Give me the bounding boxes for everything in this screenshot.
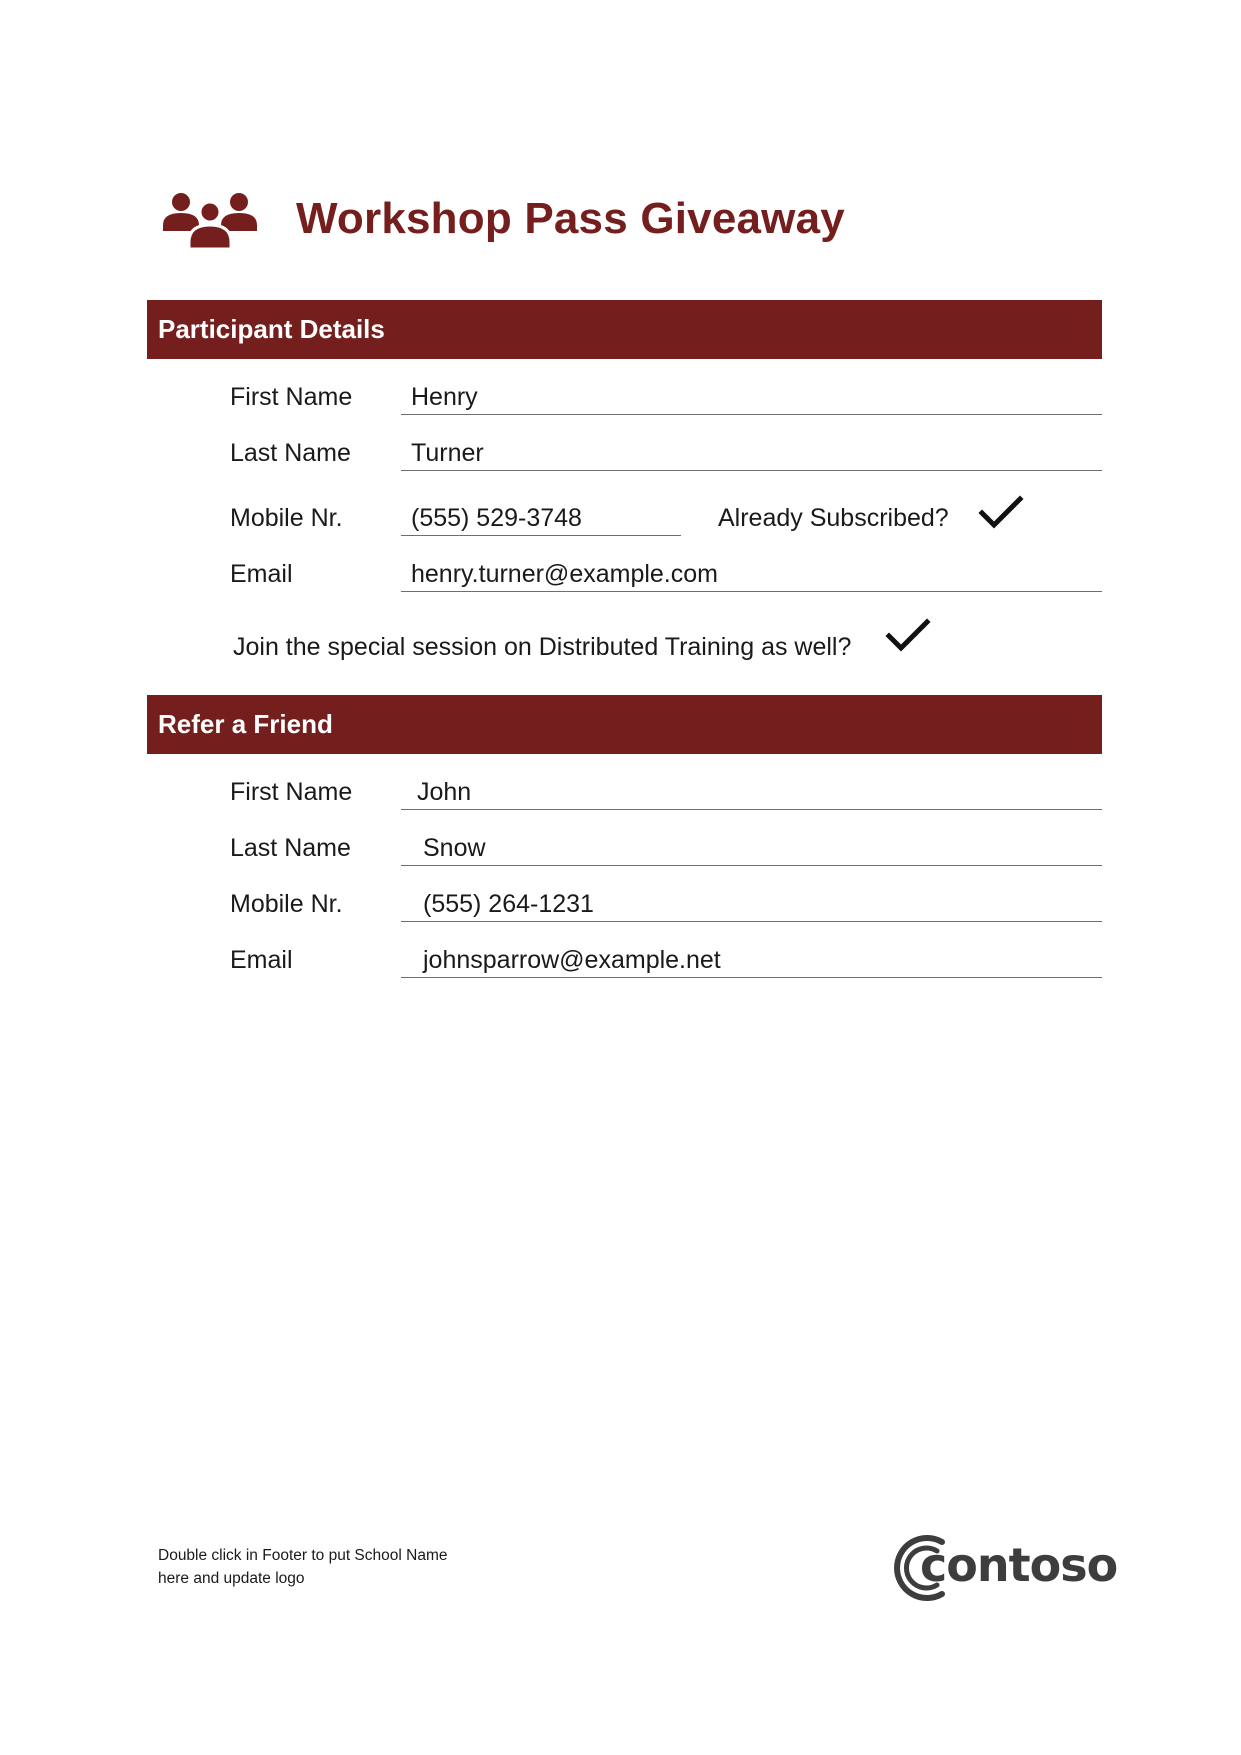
- referral-email-field[interactable]: johnsparrow@example.net: [423, 946, 721, 974]
- participant-mobile-field[interactable]: (555) 529-3748: [411, 504, 582, 532]
- participant-first-name-field[interactable]: Henry: [411, 383, 478, 411]
- referral-mobile-underline: [401, 921, 1102, 922]
- referral-first-name-field[interactable]: John: [417, 778, 472, 806]
- referral-mobile-field[interactable]: (555) 264-1231: [423, 890, 594, 918]
- participant-email-label: Email: [230, 560, 293, 588]
- people-group-icon: [160, 188, 260, 250]
- participant-first-name-underline: [401, 414, 1102, 415]
- referral-email-underline: [401, 977, 1102, 978]
- participant-email-field[interactable]: henry.turner@example.com: [411, 560, 718, 588]
- contoso-logo-text: contoso: [920, 1538, 1118, 1592]
- referral-first-name-underline: [401, 809, 1102, 810]
- special-session-label: Join the special session on Distributed Training as well?: [233, 633, 852, 661]
- referral-section-title: Refer a Friend: [158, 709, 333, 739]
- subscribed-checkmark-icon[interactable]: [978, 495, 1024, 531]
- referral-mobile-label: Mobile Nr.: [230, 890, 343, 918]
- special-session-checkmark-icon[interactable]: [885, 618, 931, 654]
- referral-section-header: [147, 695, 1102, 754]
- participant-last-name-label: Last Name: [230, 439, 351, 467]
- referral-last-name-underline: [401, 865, 1102, 866]
- contoso-logo: [890, 1530, 1118, 1606]
- referral-first-name-label: First Name: [230, 778, 353, 806]
- participant-last-name-field[interactable]: Turner: [411, 439, 484, 467]
- participant-email-underline: [401, 591, 1102, 592]
- participant-section-header: [147, 300, 1102, 359]
- page-title: Workshop Pass Giveaway: [296, 194, 845, 243]
- footer-line-1: Double click in Footer to put School Name: [158, 1547, 448, 1564]
- participant-first-name-label: First Name: [230, 383, 353, 411]
- referral-last-name-label: Last Name: [230, 834, 351, 862]
- footer-note: [158, 1544, 518, 1590]
- referral-email-label: Email: [230, 946, 293, 974]
- participant-mobile-label: Mobile Nr.: [230, 504, 343, 532]
- referral-last-name-field[interactable]: Snow: [423, 834, 486, 862]
- participant-section-title: Participant Details: [158, 314, 385, 344]
- subscribed-label: Already Subscribed?: [718, 504, 949, 532]
- participant-last-name-underline: [401, 470, 1102, 471]
- footer-line-2: here and update logo: [158, 1570, 305, 1587]
- participant-mobile-underline: [401, 535, 681, 536]
